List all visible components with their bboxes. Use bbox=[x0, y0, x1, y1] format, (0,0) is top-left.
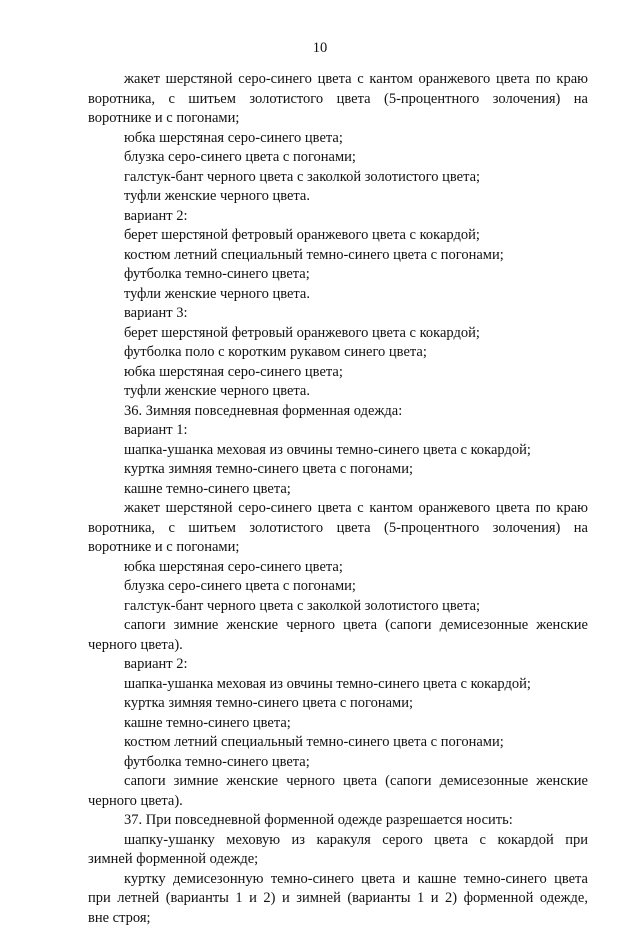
text-line: воротнике и с погонами; bbox=[88, 109, 588, 129]
text-line: футболка темно-синего цвета; bbox=[88, 265, 588, 285]
text-line: футболка поло с коротким рукавом синего цвета; bbox=[88, 343, 588, 363]
text-line: шапку-ушанку меховую из каракуля серого цвета с кокардой при bbox=[88, 831, 588, 851]
text-line: жакет шерстяной серо-синего цвета с кантом оранжевого цвета по краю bbox=[88, 70, 588, 90]
text-line: юбка шерстяная серо-синего цвета; bbox=[88, 129, 588, 149]
text-line: куртка зимняя темно-синего цвета с погонами; bbox=[88, 694, 588, 714]
text-line: галстук-бант черного цвета с заколкой золотистого цвета; bbox=[88, 597, 588, 617]
text-line: юбка шерстяная серо-синего цвета; bbox=[88, 363, 588, 383]
text-line: туфли женские черного цвета. bbox=[88, 285, 588, 305]
text-line: берет шерстяной фетровый оранжевого цвета с кокардой; bbox=[88, 324, 588, 344]
text-line: блузка серо-синего цвета с погонами; bbox=[88, 577, 588, 597]
section-heading: 36. Зимняя повседневная форменная одежда: bbox=[88, 402, 588, 422]
text-line: берет шерстяной фетровый оранжевого цвета с кокардой; bbox=[88, 226, 588, 246]
text-line: вариант 2: bbox=[88, 655, 588, 675]
text-line: шапка-ушанка меховая из овчины темно-синего цвета с кокардой; bbox=[88, 675, 588, 695]
text-line: блузка серо-синего цвета с погонами; bbox=[88, 148, 588, 168]
text-line: галстук-бант черного цвета с заколкой золотистого цвета; bbox=[88, 168, 588, 188]
text-line: вне строя; bbox=[88, 909, 588, 928]
text-line: черного цвета). bbox=[88, 636, 588, 656]
text-line: зимней форменной одежде; bbox=[88, 850, 588, 870]
text-line: сапоги зимние женские черного цвета (сапоги демисезонные женские bbox=[88, 616, 588, 636]
text-line: сапоги зимние женские черного цвета (сапоги демисезонные женские bbox=[88, 772, 588, 792]
text-line: кашне темно-синего цвета; bbox=[88, 714, 588, 734]
text-line: вариант 2: bbox=[88, 207, 588, 227]
text-line: воротнике и с погонами; bbox=[88, 538, 588, 558]
text-line: воротника, с шитьем золотистого цвета (5-процентного золочения) на bbox=[88, 519, 588, 539]
text-line: вариант 1: bbox=[88, 421, 588, 441]
page-number: 10 bbox=[0, 40, 640, 57]
text-line: жакет шерстяной серо-синего цвета с кантом оранжевого цвета по краю bbox=[88, 499, 588, 519]
text-line: кашне темно-синего цвета; bbox=[88, 480, 588, 500]
text-line: черного цвета). bbox=[88, 792, 588, 812]
text-line: воротника, с шитьем золотистого цвета (5-процентного золочения) на bbox=[88, 90, 588, 110]
text-line: шапка-ушанка меховая из овчины темно-синего цвета с кокардой; bbox=[88, 441, 588, 461]
text-line: куртку демисезонную темно-синего цвета и кашне темно-синего цвета bbox=[88, 870, 588, 890]
text-line: при летней (варианты 1 и 2) и зимней (варианты 1 и 2) форменной одежде, bbox=[88, 889, 588, 909]
text-line: костюм летний специальный темно-синего цвета с погонами; bbox=[88, 733, 588, 753]
text-line: туфли женские черного цвета. bbox=[88, 382, 588, 402]
text-line: вариант 3: bbox=[88, 304, 588, 324]
text-line: юбка шерстяная серо-синего цвета; bbox=[88, 558, 588, 578]
text-line: футболка темно-синего цвета; bbox=[88, 753, 588, 773]
text-line: туфли женские черного цвета. bbox=[88, 187, 588, 207]
section-heading: 37. При повседневной форменной одежде разрешается носить: bbox=[88, 811, 588, 831]
text-line: костюм летний специальный темно-синего цвета с погонами; bbox=[88, 246, 588, 266]
text-line: куртка зимняя темно-синего цвета с погонами; bbox=[88, 460, 588, 480]
document-body bbox=[88, 70, 588, 928]
